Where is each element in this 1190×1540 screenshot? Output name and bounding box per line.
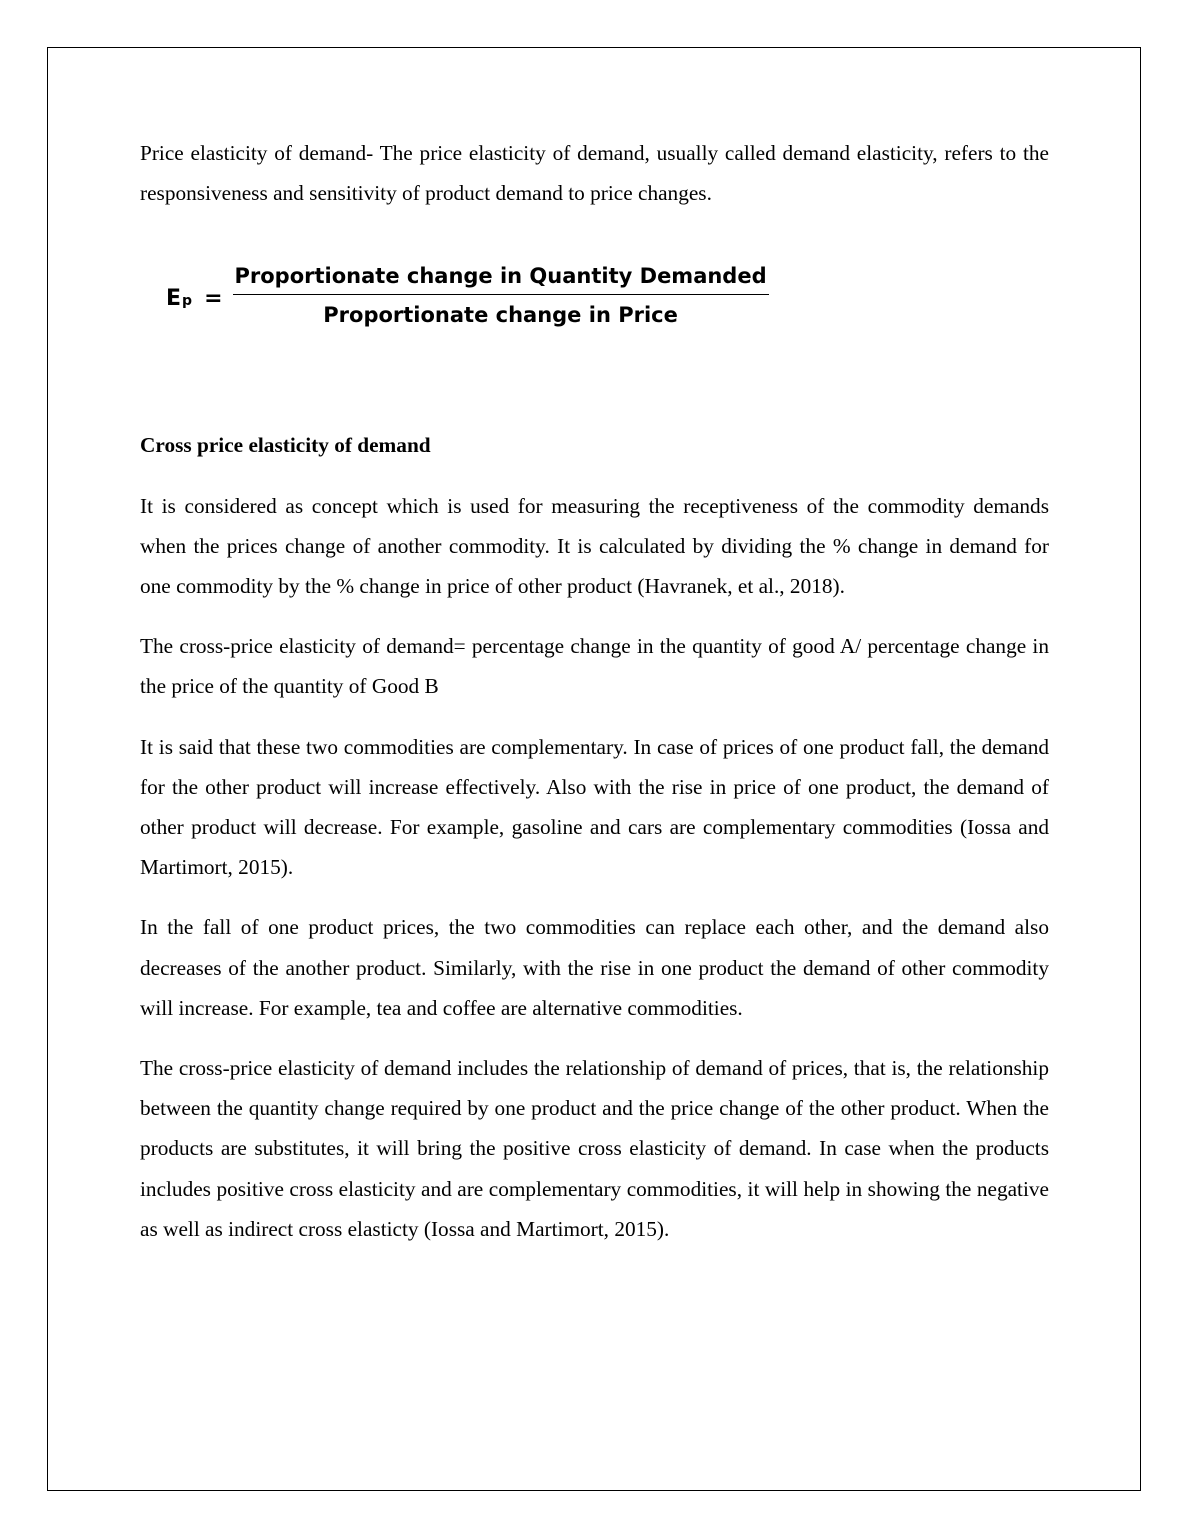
paragraph-substitutes: In the fall of one product prices, the two commodities can replace each other, and the demand also decreases of the another product. Similarly, with the rise in one product the demand of other commodity will increase. For example, tea and coffee are alternative commodities.	[140, 915, 1049, 1020]
document-body	[140, 133, 1049, 1249]
formula-denominator: Proportionate change in Price	[323, 303, 678, 328]
formula-equals-sign: =	[204, 285, 223, 311]
section-heading: Cross price elasticity of demand	[140, 433, 431, 458]
formula-subscript: p	[182, 292, 193, 309]
price-elasticity-formula	[166, 255, 1049, 335]
paragraph-formula-text: The cross-price elasticity of demand= percentage change in the quantity of good A/ percentage change in the price of the quantity of Good B	[140, 634, 1049, 699]
formula-lhs	[166, 286, 192, 311]
formula-numerator: Proportionate change in Quantity Demanded	[234, 263, 767, 288]
paragraph-complementary: It is said that these two commodities are complementary. In case of prices of one product fall, the demand for the other product will increase effectively. Also with the rise in price of one product, the demand of other product will decrease. For example, gasoline and cars are complementary commodities (Iossa and Martimort, 2015).	[140, 734, 1049, 880]
paragraph-relationship: The cross-price elasticity of demand includes the relationship of demand of prices, that is, the relationship between the quantity change required by one product and the price change of the other product. When the products are substitutes, it will bring the positive cross elasticity of demand. In case when the products includes positive cross elasticity and are complementary commodities, it will help in showing the negative as well as indirect cross elasticty (Iossa and Martimort, 2015).	[140, 1056, 1049, 1241]
intro-paragraph: Price elasticity of demand- The price elasticity of demand, usually called demand elasticity, refers to the responsiveness and sensitivity of product demand to price changes.	[140, 141, 1049, 206]
formula-symbol: E	[166, 285, 182, 311]
fraction-bar	[233, 294, 769, 296]
paragraph-definition: It is considered as concept which is used for measuring the receptiveness of the commodity demands when the prices change of another commodity. It is calculated by dividing the % change in demand for one commodity by the % change in price of other product (Havranek, et al., 2018).	[140, 493, 1049, 599]
formula-fraction	[233, 261, 769, 331]
